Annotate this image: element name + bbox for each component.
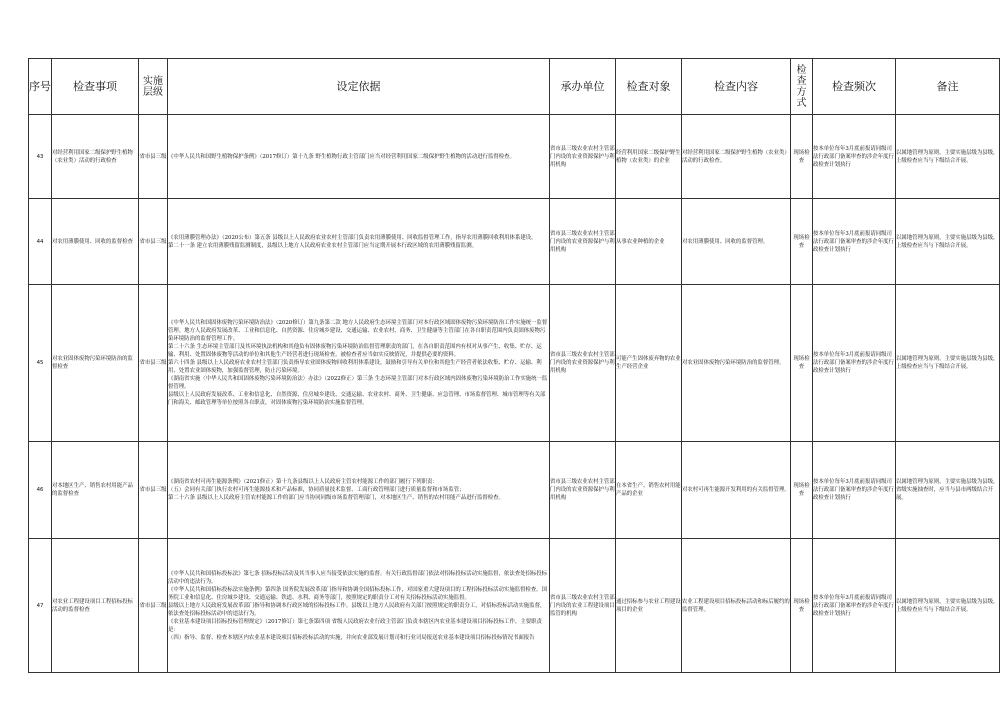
row-unit: 省市县三级农业农村主管部门内设的农业资源保护与利用机构 (550, 199, 616, 285)
row-level: 省市县三级 (139, 285, 168, 442)
table-row (29, 539, 1000, 673)
row-basis: 《农用薄膜管理办法》（2020公布）第五条 县级以上人民政府农业农村主管部门负责农用薄膜使用、回收监督管理工作，指导农用薄膜回收利用体系建设。 第二十一条 建立农用薄膜残留监测制度，县级以上地方人民政府农业农村主管部门应当定期开展本行政区域的农用薄膜残留监测。 (168, 199, 550, 285)
row-content: 对农业固体废物污染环境防治的监督管理。 (682, 285, 791, 442)
row-seq: 43 (29, 115, 52, 199)
row-seq: 44 (29, 199, 52, 285)
row-seq: 45 (29, 285, 52, 442)
header-content: 检查内容 (682, 59, 791, 115)
row-item: 对本地区生产、销售农村用能产品的监督检查 (52, 442, 139, 539)
table-row (29, 199, 1000, 285)
row-basis: 《中华人民共和国固体废物污染环境防治法》（2020修订）第九条第二款 地方人民政府生态环境主管部门对本行政区域固体废物污染环境防治工作实施统一监督管理。地方人民政府发展改革、工业和信息化、自然资源、住房城乡建设、交通运输、农业农村、商务、卫生健康等主管部门在各自职责范围内负责固体废物污染环境防治的监督管理工作。 第二十六条 生态环境主管部门及其环境执法机构和其他负有固体废物污染环境防治监督管理职责的部门，在各自职责范围内有权对从事产生、收集、贮存、运输、利用、处置固体废物等活动的单位和其他生产经营者进行现场检查。被检查者应当如实反映情况，并提供必要的资料。 第六十四条 县级以上人民政府农业农村主管部门负责指导农业固体废物回收利用体系建设，鼓励和引导有关单位和其他生产经营者依法收集、贮存、运输、利用、处置农业固体废物，加强监督管理，防止污染环境。 《湖南省实施〈中华人民共和国固体废物污染环境防治法〉办法》（2022修正）第三条 生态环境主管部门对本行政区域内固体废物污染环境防治工作实施统一监督管理。 县级以上人民政府发展改革、工业和信息化、自然资源、住房城乡建设、交通运输、农业农村、商务、卫生健康、应急管理、市场监督管理、城市管理等有关部门和海关、邮政管理等单位按照各自职责，对固体废物污染环境防治实施监督管理。 (168, 285, 550, 442)
row-remark: 以属地管理为原则，主要实施层级为县级，上级检查应当与下级结合开展。 (896, 199, 1000, 285)
row-unit: 省市县三级农业农村主管部门内设的农业资源保护与利用机构 (550, 115, 616, 199)
header-basis: 设定依据 (168, 59, 550, 115)
row-remark: 以属地管理为原则，主要实施层级为县级，上级检查应当与下级结合开展。 (896, 539, 1000, 673)
row-content: 对经营利用国家二级保护野生植物（农业类）活动的行政检查。 (682, 115, 791, 199)
row-unit: 省市县三级农业农村主管部门内设的农业资源保护与利用机构 (550, 442, 616, 539)
row-unit: 省市县三级农业农村主管部门内设的农业工程建设项目监管的机构 (550, 539, 616, 673)
row-level: 省市县三级 (139, 539, 168, 673)
row-remark: 以属地管理为原则，主要实施层级为县级，省级实施抽查时，应当与县市两级结合开展。 (896, 442, 1000, 539)
row-seq: 46 (29, 442, 52, 539)
row-freq: 按本单位每年3月底前报请同级司法行政部门备案审查的涉企年度行政检查计划执行 (813, 199, 896, 285)
row-object: 经营利用国家二级保护野生植物（农业类）的企业 (616, 115, 682, 199)
header-unit: 承办单位 (550, 59, 616, 115)
row-content: 对农用薄膜使用、回收的监督管理。 (682, 199, 791, 285)
table-row (29, 115, 1000, 199)
row-content: 农业工程建设项目招标投标活动和标后履约的监督管理。 (682, 539, 791, 673)
row-item: 对农业固体废物污染环境防治的监督检查 (52, 285, 139, 442)
row-item: 对农业工程建设项目工程招标投标活动的监督检查 (52, 539, 139, 673)
header-level: 实施 层级 (139, 59, 168, 115)
row-basis: 《中华人民共和国野生植物保护条例》（2017修订）第十九条 野生植物行政主管部门应当对经营利用国家二级保护野生植物的活动进行监督检查。 (168, 115, 550, 199)
table-row (29, 442, 1000, 539)
row-object: 可能产生固体废弃物的农业生产经营企业 (616, 285, 682, 442)
row-object: 从事农业种植的企业 (616, 199, 682, 285)
header-seq: 序号 (29, 59, 52, 115)
row-unit: 省市县三级农业农村主管部门内设的农业资源保护与利用机构 (550, 285, 616, 442)
row-method: 现场检查 (791, 199, 813, 285)
table-row (29, 285, 1000, 442)
row-object: 通过招标参与农业工程建设项目的企业 (616, 539, 682, 673)
row-method: 现场检查 (791, 539, 813, 673)
row-basis: 《中华人民共和国招标投标法》第七条 招标投标活动及其当事人应当接受依法实施的监督。有关行政监督部门依法对招标投标活动实施监督，依法查处招标投标活动中的违法行为。 《中华人民共和国招标投标法实施条例》第四条 国务院发展改革部门指导和协调全国招标投标工作，对国家重大建设项目的工程招标投标活动实施监督检查。国务院工业和信息化、住房城乡建设、交通运输、铁道、水利、商务等部门，按照规定的职责分工对有关招标投标活动实施监督。 县级以上地方人民政府发展改革部门指导和协调本行政区域的招标投标工作。县级以上地方人民政府有关部门按照规定的职责分工，对招标投标活动实施监督，依法查处招标投标活动中的违法行为。 《农业基本建设项目招标投标管理规定》（2017修订）第七条第四项 省级人民政府农业行政主管部门负责本辖区内农业基本建设项目招标投标工作，主要职责是： （四）指导、监督、检查本辖区内农业基本建设项目招标投标活动的实施，并向农业部发展计划司和行业司局报送农业基本建设项目招标投标情况书面报告 (168, 539, 550, 673)
row-level: 省市县三级 (139, 115, 168, 199)
row-freq: 按本单位每年3月底前报请同级司法行政部门备案审查的涉企年度行政检查计划执行 (813, 442, 896, 539)
header-item: 检查事项 (52, 59, 139, 115)
header-remark: 备注 (896, 59, 1000, 115)
inspection-table (28, 58, 1000, 673)
header-object: 检查对象 (616, 59, 682, 115)
row-freq: 按本单位每年3月底前报请同级司法行政部门备案审查的涉企年度行政检查计划执行 (813, 539, 896, 673)
row-seq: 47 (29, 539, 52, 673)
row-level: 省市县三级 (139, 199, 168, 285)
row-method: 现场检查 (791, 442, 813, 539)
header-method: 检 查 方 式 (791, 59, 813, 115)
row-level: 省市县三级 (139, 442, 168, 539)
header-freq: 检查频次 (813, 59, 896, 115)
header-row (29, 59, 1000, 115)
row-object: 在本省生产、销售农村用能产品的企业 (616, 442, 682, 539)
row-method: 现场检查 (791, 115, 813, 199)
row-basis: 《湖南省农村可再生能源条例》（2021修正）第十九条县级以上人民政府主管农村能源工作的部门履行下列职责： （五）会同有关部门执行农村可再生能源技术和产品标准，协同质量技术监督、工商行政管理部门进行质量监督和市场监管； 第二十六条 县级以上人民政府主管农村能源工作的部门应当协同同级市场监督管理部门，对本地区生产、销售的农村用能产品进行监督检查。 (168, 442, 550, 539)
row-remark: 以属地管理为原则，主要实施层级为县级，上级检查应当与下级结合开展。 (896, 285, 1000, 442)
row-content: 对农村可再生能源开发利用的有关监督管理。 (682, 442, 791, 539)
row-method: 现场检查 (791, 285, 813, 442)
row-remark: 以属地管理为原则，主要实施层级为县级，上级检查应当与下级结合开展。 (896, 115, 1000, 199)
row-item: 对农用薄膜使用、回收的监督检查 (52, 199, 139, 285)
row-item: 对经营利用国家二级保护野生植物（农业类）活动的行政检查 (52, 115, 139, 199)
row-freq: 按本单位每年3月底前报请同级司法行政部门备案审查的涉企年度行政检查计划执行 (813, 115, 896, 199)
row-freq: 按本单位每年3月底前报请同级司法行政部门备案审查的涉企年度行政检查计划执行 (813, 285, 896, 442)
